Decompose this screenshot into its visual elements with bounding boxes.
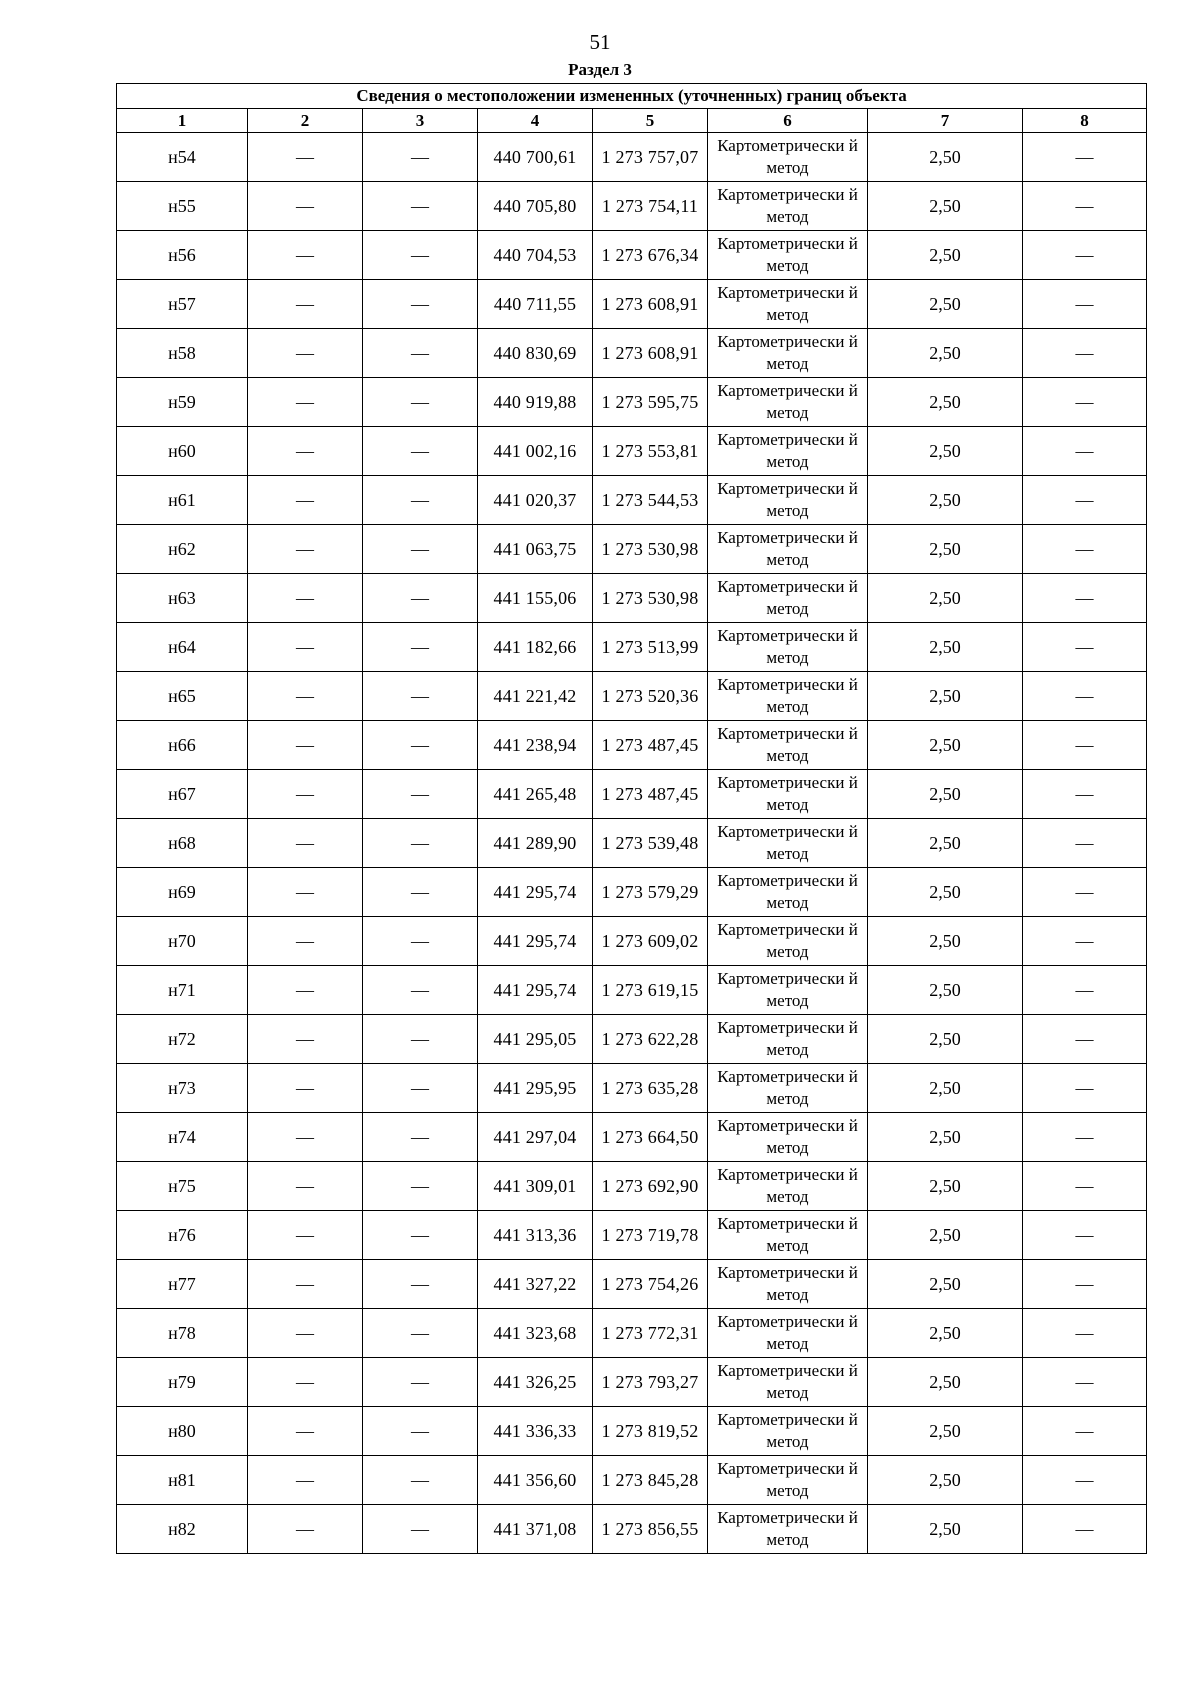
empty-dash-cell: — [248,378,363,427]
table-row [117,378,1147,427]
empty-dash-cell: — [363,1113,478,1162]
method-cell: Картометрически й метод [708,378,868,427]
empty-dash-cell: — [248,966,363,1015]
accuracy-cell: 2,50 [868,819,1023,868]
y-coordinate-cell: 1 273 608,91 [593,280,708,329]
point-number-cell: н64 [117,623,248,672]
empty-dash-cell: — [363,476,478,525]
point-number-cell: н61 [117,476,248,525]
method-cell: Картометрически й метод [708,917,868,966]
y-coordinate-cell: 1 273 487,45 [593,770,708,819]
empty-dash-cell: — [248,672,363,721]
x-coordinate-cell: 440 705,80 [478,182,593,231]
empty-dash-cell: — [248,1456,363,1505]
x-coordinate-cell: 441 289,90 [478,819,593,868]
table-row [117,1211,1147,1260]
y-coordinate-cell: 1 273 772,31 [593,1309,708,1358]
empty-dash-cell: — [248,476,363,525]
empty-dash-cell: — [363,1309,478,1358]
accuracy-cell: 2,50 [868,427,1023,476]
y-coordinate-cell: 1 273 595,75 [593,378,708,427]
method-cell: Картометрически й метод [708,476,868,525]
empty-dash-cell: — [363,1358,478,1407]
empty-dash-cell: — [363,427,478,476]
empty-dash-cell: — [248,1162,363,1211]
x-coordinate-cell: 440 704,53 [478,231,593,280]
empty-dash-cell: — [248,280,363,329]
empty-dash-cell: — [248,329,363,378]
x-coordinate-cell: 441 313,36 [478,1211,593,1260]
accuracy-cell: 2,50 [868,525,1023,574]
x-coordinate-cell: 441 295,74 [478,917,593,966]
x-coordinate-cell: 441 265,48 [478,770,593,819]
point-number-cell: н74 [117,1113,248,1162]
x-coordinate-cell: 441 295,74 [478,868,593,917]
empty-dash-cell: — [248,1015,363,1064]
accuracy-cell: 2,50 [868,1456,1023,1505]
table-row [117,1505,1147,1554]
x-coordinate-cell: 440 919,88 [478,378,593,427]
accuracy-cell: 2,50 [868,868,1023,917]
empty-dash-cell: — [248,770,363,819]
x-coordinate-cell: 440 830,69 [478,329,593,378]
x-coordinate-cell: 441 371,08 [478,1505,593,1554]
empty-dash-cell: — [1023,1309,1147,1358]
column-header: 3 [363,109,478,133]
accuracy-cell: 2,50 [868,1211,1023,1260]
accuracy-cell: 2,50 [868,231,1023,280]
empty-dash-cell: — [363,868,478,917]
empty-dash-cell: — [1023,427,1147,476]
empty-dash-cell: — [1023,476,1147,525]
empty-dash-cell: — [1023,182,1147,231]
x-coordinate-cell: 441 327,22 [478,1260,593,1309]
method-cell: Картометрически й метод [708,1015,868,1064]
accuracy-cell: 2,50 [868,1358,1023,1407]
accuracy-cell: 2,50 [868,182,1023,231]
x-coordinate-cell: 441 323,68 [478,1309,593,1358]
table-row [117,917,1147,966]
empty-dash-cell: — [248,1309,363,1358]
column-number-row [117,109,1147,133]
point-number-cell: н78 [117,1309,248,1358]
method-cell: Картометрически й метод [708,1162,868,1211]
empty-dash-cell: — [363,1505,478,1554]
method-cell: Картометрически й метод [708,966,868,1015]
page-number: 51 [589,30,611,54]
y-coordinate-cell: 1 273 757,07 [593,133,708,182]
y-coordinate-cell: 1 273 579,29 [593,868,708,917]
empty-dash-cell: — [1023,1358,1147,1407]
y-coordinate-cell: 1 273 530,98 [593,574,708,623]
table-row [117,574,1147,623]
x-coordinate-cell: 441 221,42 [478,672,593,721]
table-row [117,721,1147,770]
x-coordinate-cell: 441 063,75 [478,525,593,574]
y-coordinate-cell: 1 273 664,50 [593,1113,708,1162]
empty-dash-cell: — [363,525,478,574]
x-coordinate-cell: 440 711,55 [478,280,593,329]
accuracy-cell: 2,50 [868,1407,1023,1456]
table-row [117,1064,1147,1113]
empty-dash-cell: — [248,1113,363,1162]
empty-dash-cell: — [1023,917,1147,966]
method-cell: Картометрически й метод [708,770,868,819]
x-coordinate-cell: 441 356,60 [478,1456,593,1505]
empty-dash-cell: — [1023,819,1147,868]
table-row [117,1456,1147,1505]
y-coordinate-cell: 1 273 692,90 [593,1162,708,1211]
column-header: 7 [868,109,1023,133]
y-coordinate-cell: 1 273 754,11 [593,182,708,231]
empty-dash-cell: — [363,770,478,819]
x-coordinate-cell: 441 020,37 [478,476,593,525]
empty-dash-cell: — [1023,966,1147,1015]
y-coordinate-cell: 1 273 520,36 [593,672,708,721]
empty-dash-cell: — [248,427,363,476]
point-number-cell: н73 [117,1064,248,1113]
table-row [117,280,1147,329]
y-coordinate-cell: 1 273 793,27 [593,1358,708,1407]
empty-dash-cell: — [248,1211,363,1260]
empty-dash-cell: — [363,1211,478,1260]
empty-dash-cell: — [1023,1505,1147,1554]
empty-dash-cell: — [248,231,363,280]
empty-dash-cell: — [363,133,478,182]
accuracy-cell: 2,50 [868,1505,1023,1554]
method-cell: Картометрически й метод [708,1309,868,1358]
empty-dash-cell: — [363,182,478,231]
method-cell: Картометрически й метод [708,1456,868,1505]
method-cell: Картометрически й метод [708,721,868,770]
method-cell: Картометрически й метод [708,1113,868,1162]
accuracy-cell: 2,50 [868,1309,1023,1358]
empty-dash-cell: — [248,623,363,672]
x-coordinate-cell: 441 295,05 [478,1015,593,1064]
y-coordinate-cell: 1 273 635,28 [593,1064,708,1113]
empty-dash-cell: — [1023,1456,1147,1505]
method-cell: Картометрически й метод [708,623,868,672]
empty-dash-cell: — [1023,1015,1147,1064]
empty-dash-cell: — [248,133,363,182]
accuracy-cell: 2,50 [868,770,1023,819]
empty-dash-cell: — [1023,672,1147,721]
y-coordinate-cell: 1 273 819,52 [593,1407,708,1456]
method-cell: Картометрически й метод [708,231,868,280]
table-body [117,133,1147,1554]
empty-dash-cell: — [363,966,478,1015]
empty-dash-cell: — [363,1456,478,1505]
y-coordinate-cell: 1 273 754,26 [593,1260,708,1309]
empty-dash-cell: — [363,917,478,966]
empty-dash-cell: — [1023,1407,1147,1456]
empty-dash-cell: — [248,1358,363,1407]
x-coordinate-cell: 441 309,01 [478,1162,593,1211]
x-coordinate-cell: 441 155,06 [478,574,593,623]
table-caption-row [117,84,1147,109]
table-row [117,182,1147,231]
table-row [117,1015,1147,1064]
point-number-cell: н66 [117,721,248,770]
point-number-cell: н81 [117,1456,248,1505]
y-coordinate-cell: 1 273 530,98 [593,525,708,574]
table-row [117,1260,1147,1309]
point-number-cell: н65 [117,672,248,721]
empty-dash-cell: — [248,819,363,868]
method-cell: Картометрически й метод [708,1260,868,1309]
empty-dash-cell: — [1023,868,1147,917]
x-coordinate-cell: 441 295,95 [478,1064,593,1113]
empty-dash-cell: — [248,1064,363,1113]
empty-dash-cell: — [363,1015,478,1064]
empty-dash-cell: — [363,819,478,868]
column-header: 1 [117,109,248,133]
y-coordinate-cell: 1 273 622,28 [593,1015,708,1064]
empty-dash-cell: — [248,525,363,574]
point-number-cell: н63 [117,574,248,623]
empty-dash-cell: — [248,574,363,623]
point-number-cell: н69 [117,868,248,917]
point-number-cell: н76 [117,1211,248,1260]
empty-dash-cell: — [248,182,363,231]
method-cell: Картометрически й метод [708,280,868,329]
empty-dash-cell: — [248,917,363,966]
column-header: 6 [708,109,868,133]
x-coordinate-cell: 441 002,16 [478,427,593,476]
point-number-cell: н60 [117,427,248,476]
accuracy-cell: 2,50 [868,574,1023,623]
empty-dash-cell: — [1023,525,1147,574]
method-cell: Картометрически й метод [708,1064,868,1113]
empty-dash-cell: — [248,1407,363,1456]
boundary-coordinates-table [116,83,1147,1554]
x-coordinate-cell: 441 295,74 [478,966,593,1015]
point-number-cell: н62 [117,525,248,574]
empty-dash-cell: — [1023,329,1147,378]
empty-dash-cell: — [363,1162,478,1211]
table-row [117,868,1147,917]
table-row [117,525,1147,574]
x-coordinate-cell: 441 297,04 [478,1113,593,1162]
method-cell: Картометрически й метод [708,427,868,476]
accuracy-cell: 2,50 [868,329,1023,378]
y-coordinate-cell: 1 273 719,78 [593,1211,708,1260]
x-coordinate-cell: 441 182,66 [478,623,593,672]
empty-dash-cell: — [1023,623,1147,672]
empty-dash-cell: — [363,721,478,770]
table-row [117,623,1147,672]
method-cell: Картометрически й метод [708,819,868,868]
point-number-cell: н75 [117,1162,248,1211]
y-coordinate-cell: 1 273 845,28 [593,1456,708,1505]
point-number-cell: н80 [117,1407,248,1456]
accuracy-cell: 2,50 [868,1064,1023,1113]
method-cell: Картометрически й метод [708,329,868,378]
empty-dash-cell: — [363,672,478,721]
table-row [117,1407,1147,1456]
table-row [117,329,1147,378]
empty-dash-cell: — [363,574,478,623]
y-coordinate-cell: 1 273 544,53 [593,476,708,525]
x-coordinate-cell: 441 238,94 [478,721,593,770]
accuracy-cell: 2,50 [868,623,1023,672]
empty-dash-cell: — [1023,721,1147,770]
point-number-cell: н72 [117,1015,248,1064]
empty-dash-cell: — [248,868,363,917]
table-row [117,770,1147,819]
x-coordinate-cell: 441 336,33 [478,1407,593,1456]
table-row [117,1113,1147,1162]
empty-dash-cell: — [1023,133,1147,182]
table-row [117,672,1147,721]
method-cell: Картометрически й метод [708,182,868,231]
empty-dash-cell: — [363,378,478,427]
accuracy-cell: 2,50 [868,966,1023,1015]
y-coordinate-cell: 1 273 487,45 [593,721,708,770]
empty-dash-cell: — [363,1260,478,1309]
empty-dash-cell: — [1023,1113,1147,1162]
point-number-cell: н82 [117,1505,248,1554]
section-title: Раздел 3 [568,60,632,79]
x-coordinate-cell: 441 326,25 [478,1358,593,1407]
empty-dash-cell: — [1023,1064,1147,1113]
table-row [117,133,1147,182]
method-cell: Картометрически й метод [708,1407,868,1456]
table-row [117,231,1147,280]
y-coordinate-cell: 1 273 609,02 [593,917,708,966]
y-coordinate-cell: 1 273 539,48 [593,819,708,868]
point-number-cell: н59 [117,378,248,427]
method-cell: Картометрически й метод [708,1505,868,1554]
column-header: 5 [593,109,708,133]
point-number-cell: н55 [117,182,248,231]
empty-dash-cell: — [248,1505,363,1554]
empty-dash-cell: — [248,721,363,770]
point-number-cell: н56 [117,231,248,280]
empty-dash-cell: — [363,623,478,672]
empty-dash-cell: — [363,329,478,378]
y-coordinate-cell: 1 273 553,81 [593,427,708,476]
empty-dash-cell: — [1023,574,1147,623]
accuracy-cell: 2,50 [868,1015,1023,1064]
y-coordinate-cell: 1 273 513,99 [593,623,708,672]
y-coordinate-cell: 1 273 608,91 [593,329,708,378]
method-cell: Картометрически й метод [708,672,868,721]
accuracy-cell: 2,50 [868,917,1023,966]
accuracy-cell: 2,50 [868,476,1023,525]
point-number-cell: н58 [117,329,248,378]
empty-dash-cell: — [248,1260,363,1309]
table-row [117,819,1147,868]
point-number-cell: н67 [117,770,248,819]
method-cell: Картометрически й метод [708,574,868,623]
table-row [117,1309,1147,1358]
method-cell: Картометрически й метод [708,1358,868,1407]
point-number-cell: н71 [117,966,248,1015]
accuracy-cell: 2,50 [868,378,1023,427]
empty-dash-cell: — [363,231,478,280]
y-coordinate-cell: 1 273 856,55 [593,1505,708,1554]
point-number-cell: н57 [117,280,248,329]
column-header: 8 [1023,109,1147,133]
empty-dash-cell: — [363,1407,478,1456]
method-cell: Картометрически й метод [708,868,868,917]
empty-dash-cell: — [1023,280,1147,329]
empty-dash-cell: — [363,280,478,329]
method-cell: Картометрически й метод [708,525,868,574]
column-header: 4 [478,109,593,133]
accuracy-cell: 2,50 [868,672,1023,721]
column-header: 2 [248,109,363,133]
table-row [117,1162,1147,1211]
accuracy-cell: 2,50 [868,1113,1023,1162]
y-coordinate-cell: 1 273 676,34 [593,231,708,280]
table-row [117,966,1147,1015]
accuracy-cell: 2,50 [868,1260,1023,1309]
empty-dash-cell: — [1023,231,1147,280]
method-cell: Картометрически й метод [708,1211,868,1260]
point-number-cell: н68 [117,819,248,868]
table-caption: Сведения о местоположении измененных (уточненных) границ объекта [117,84,1147,109]
method-cell: Картометрически й метод [708,133,868,182]
point-number-cell: н70 [117,917,248,966]
point-number-cell: н77 [117,1260,248,1309]
empty-dash-cell: — [1023,378,1147,427]
table-row [117,1358,1147,1407]
empty-dash-cell: — [363,1064,478,1113]
empty-dash-cell: — [1023,770,1147,819]
accuracy-cell: 2,50 [868,280,1023,329]
empty-dash-cell: — [1023,1211,1147,1260]
x-coordinate-cell: 440 700,61 [478,133,593,182]
empty-dash-cell: — [1023,1260,1147,1309]
y-coordinate-cell: 1 273 619,15 [593,966,708,1015]
empty-dash-cell: — [1023,1162,1147,1211]
point-number-cell: н79 [117,1358,248,1407]
table-row [117,427,1147,476]
accuracy-cell: 2,50 [868,721,1023,770]
point-number-cell: н54 [117,133,248,182]
accuracy-cell: 2,50 [868,1162,1023,1211]
table-row [117,476,1147,525]
accuracy-cell: 2,50 [868,133,1023,182]
